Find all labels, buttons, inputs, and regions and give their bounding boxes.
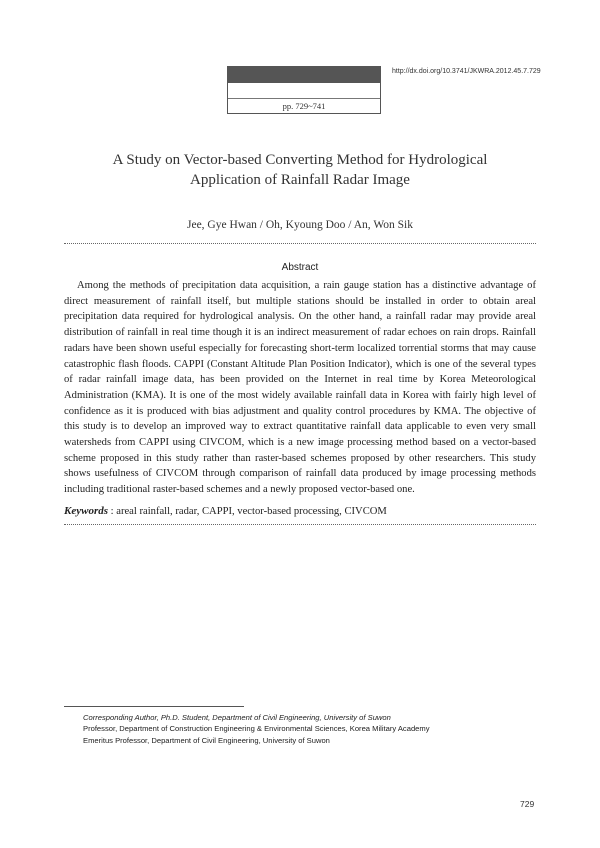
title-english-line-2: Application of Rainfall Radar Image xyxy=(190,172,410,188)
footnote-1-english: Corresponding Author, Ph.D. Student, Department of Civil Engineering, University of Suwon xyxy=(83,713,391,722)
journal-pages: pp. 729~741 xyxy=(282,101,326,111)
footnote-divider xyxy=(64,706,244,707)
keywords-label: Keywords xyxy=(64,505,108,517)
page-number: 729 xyxy=(520,799,535,809)
title-english-line-1: A Study on Vector-based Converting Method for Hydrological xyxy=(112,152,488,168)
abstract-body: Among the methods of precipitation data acquisition, a rain gauge station has a distinctive advantage of direct measurement of rainfall itself, but multiple stations should be installed in order to obtain areal precipitation data required for hydrological analysis. On the other hand, a rainfall radar may provide areal distribution of rainfall in real time though it is an indirect measurement of radar echoes on rain drops. Rainfall radars have been shown useful especially for forecasting short-term localized torrential storms that may cause catastrophic flash floods. CAPPI (Constant Altitude Plan Position Indicator), which is one of the several types of radar rainfall image data, has been provided on the Internet in real time by Korea Meteorological Administration (KMA). It is one of the most widely available rainfall data in Korea with fairly high level of confidence as it is produced with bias adjustment and quality control procedures by KMA. The objective of this study is to develop an improved way to extract quantitative rainfall data applicable to even very small watersheds from CAPPI using CIVCOM, which is a new image processing method based on a vector-based scheme proposed in this study rather than raster-based schemes proposed by other researchers. This study shows usefulness of CIVCOM through comparison of rainfall data produced by image processing methods including traditional raster-based schemes and a newly proposed vector-based one. xyxy=(64,280,536,496)
dotted-divider-middle xyxy=(64,524,536,525)
journal-info-box xyxy=(227,66,381,114)
dotted-divider-top xyxy=(64,243,536,244)
journal-volume-issue xyxy=(228,83,380,99)
keywords xyxy=(64,505,544,517)
title-english xyxy=(0,150,600,190)
authors-english: Jee, Gye Hwan / Oh, Kyoung Doo / An, Won Sik xyxy=(187,219,413,231)
keywords-text: : areal rainfall, radar, CAPPI, vector-based processing, CIVCOM xyxy=(110,506,387,517)
footnote-3-english: Emeritus Professor, Department of Civil Engineering, University of Suwon xyxy=(83,735,330,745)
footnotes xyxy=(76,712,546,746)
journal-name xyxy=(228,67,380,83)
footnote-2-english: Professor, Department of Construction Engineering & Environmental Sciences, Korea Military Academy xyxy=(83,724,430,734)
abstract-heading: Abstract xyxy=(281,262,319,273)
doi-link[interactable]: http://dx.doi.org/10.3741/JKWRA.2012.45.7.729 xyxy=(392,68,541,75)
